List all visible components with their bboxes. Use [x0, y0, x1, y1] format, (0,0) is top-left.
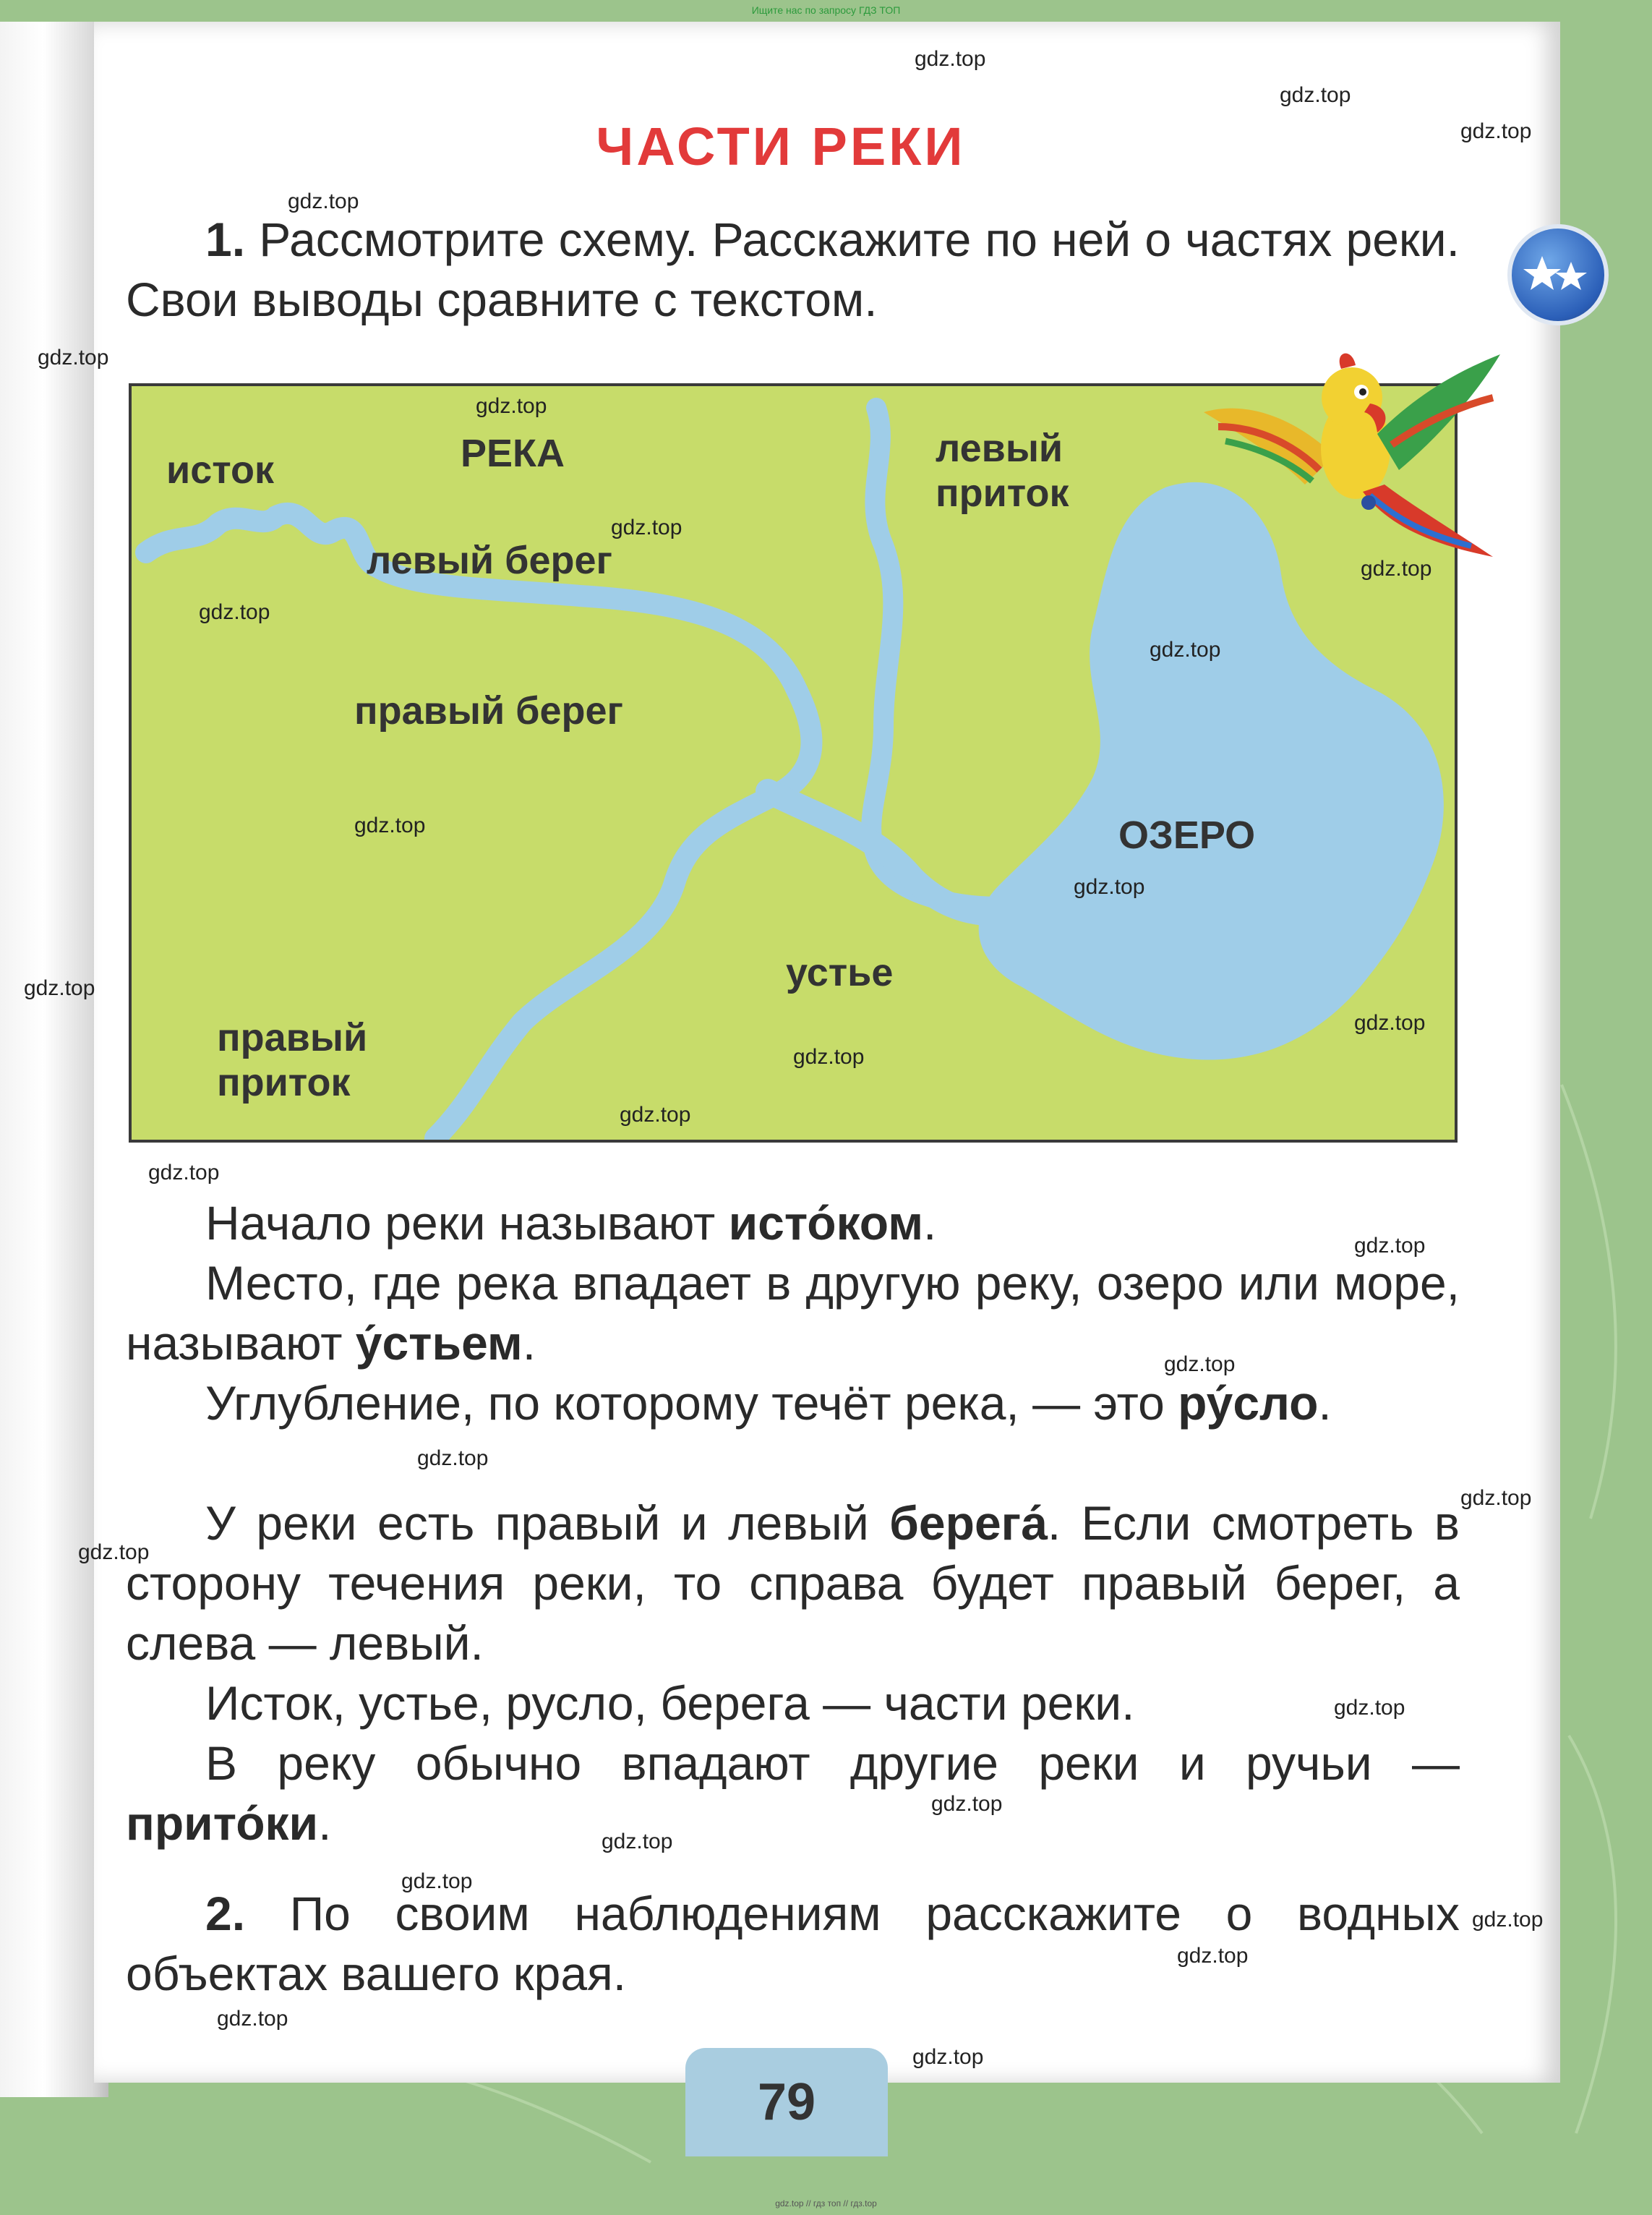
watermark: gdz.top [1460, 1486, 1532, 1510]
task-1-number: 1. [205, 213, 246, 266]
label-mouth: устье [786, 951, 894, 994]
parrot-icon [1197, 347, 1515, 564]
watermark: gdz.top [620, 1103, 691, 1127]
watermark: gdz.top [1177, 1944, 1249, 1968]
watermark: gdz.top [1074, 875, 1145, 899]
watermark: gdz.top [217, 2007, 288, 2031]
top-banner: Ищите нас по запросу ГДЗ ТОП [751, 4, 901, 16]
paragraph-mouth: Место, где река впадает в другую реку, озеро или море, называют у́стьем. [126, 1256, 1460, 1370]
label-right-bank: правый берег [354, 689, 624, 733]
label-left-bank: левый берег [367, 539, 613, 582]
two-stars-icon [1507, 224, 1609, 325]
label-left-tributary [936, 426, 1069, 516]
term-tributaries: прито́ки [126, 1796, 319, 1850]
term-source: исто́ком [728, 1196, 924, 1250]
watermark: gdz.top [1280, 83, 1351, 107]
watermark: gdz.top [1354, 1011, 1426, 1035]
paragraph-tributaries: В реку обычно впадают другие реки и ручьи — прито́ки. [126, 1736, 1460, 1850]
label-river: РЕКА [461, 432, 565, 475]
paragraph-parts: Исток, устье, русло, берега — части реки. [205, 1676, 1135, 1730]
watermark: gdz.top [1334, 1696, 1405, 1720]
watermark: gdz.top [1164, 1352, 1236, 1376]
watermark: gdz.top [78, 1540, 150, 1564]
term-banks: берега́ [889, 1496, 1048, 1550]
page-title: ЧАСТИ РЕКИ [596, 116, 966, 176]
page-number: 79 [685, 2048, 888, 2156]
watermark: gdz.top [611, 516, 682, 539]
label-left-tributary-line1: левый [936, 427, 1063, 470]
watermark: gdz.top [602, 1830, 673, 1853]
label-lake: ОЗЕРО [1118, 814, 1256, 857]
task-2-number: 2. [205, 1887, 246, 1940]
watermark: gdz.top [1354, 1234, 1426, 1258]
label-right-tributary-line1: правый [217, 1016, 368, 1059]
task-1 [126, 210, 1460, 330]
watermark: gdz.top [148, 1161, 220, 1185]
watermark: gdz.top [417, 1446, 489, 1470]
label-right-tributary-line2: приток [217, 1061, 351, 1104]
label-left-tributary-line2: приток [936, 471, 1069, 515]
watermark: gdz.top [38, 346, 109, 370]
label-source: исток [166, 448, 274, 492]
term-riverbed: ру́сло [1178, 1376, 1319, 1430]
watermark: gdz.top [354, 814, 426, 837]
paragraph-source: Начало реки называют исто́ком. [205, 1196, 937, 1250]
term-mouth: у́стьем [355, 1316, 523, 1370]
watermark: gdz.top [931, 1792, 1003, 1816]
label-right-tributary [217, 1015, 367, 1105]
bottom-banner: gdz.top // гдз топ // гдз.top [775, 2198, 877, 2208]
watermark: gdz.top [476, 394, 547, 418]
task-2 [126, 1884, 1460, 2004]
watermark: gdz.top [199, 600, 270, 624]
watermark: gdz.top [1361, 557, 1432, 581]
watermark: gdz.top [1460, 119, 1532, 143]
book-spine [0, 22, 108, 2097]
task-1-text: Рассмотрите схему. Расскажите по ней о частях реки. Свои выводы сравните с текстом. [126, 213, 1460, 326]
watermark: gdz.top [915, 47, 986, 71]
watermark: gdz.top [288, 189, 359, 213]
watermark: gdz.top [793, 1045, 865, 1069]
watermark: gdz.top [912, 2045, 984, 2069]
paragraph-riverbed: Углубление, по которому течёт река, — это ру́сло. [205, 1376, 1332, 1430]
watermark: gdz.top [401, 1869, 473, 1893]
watermark: gdz.top [1472, 1908, 1544, 1932]
watermark: gdz.top [24, 976, 95, 1000]
watermark: gdz.top [1150, 638, 1221, 662]
paragraph-banks: У реки есть правый и левый берега́. Если смотреть в сторону течения реки, то справа будет правый берег, а слева — левый. [126, 1496, 1460, 1670]
task-2-text: По своим наблюдениям расскажите о водных объектах вашего края. [126, 1887, 1460, 2000]
